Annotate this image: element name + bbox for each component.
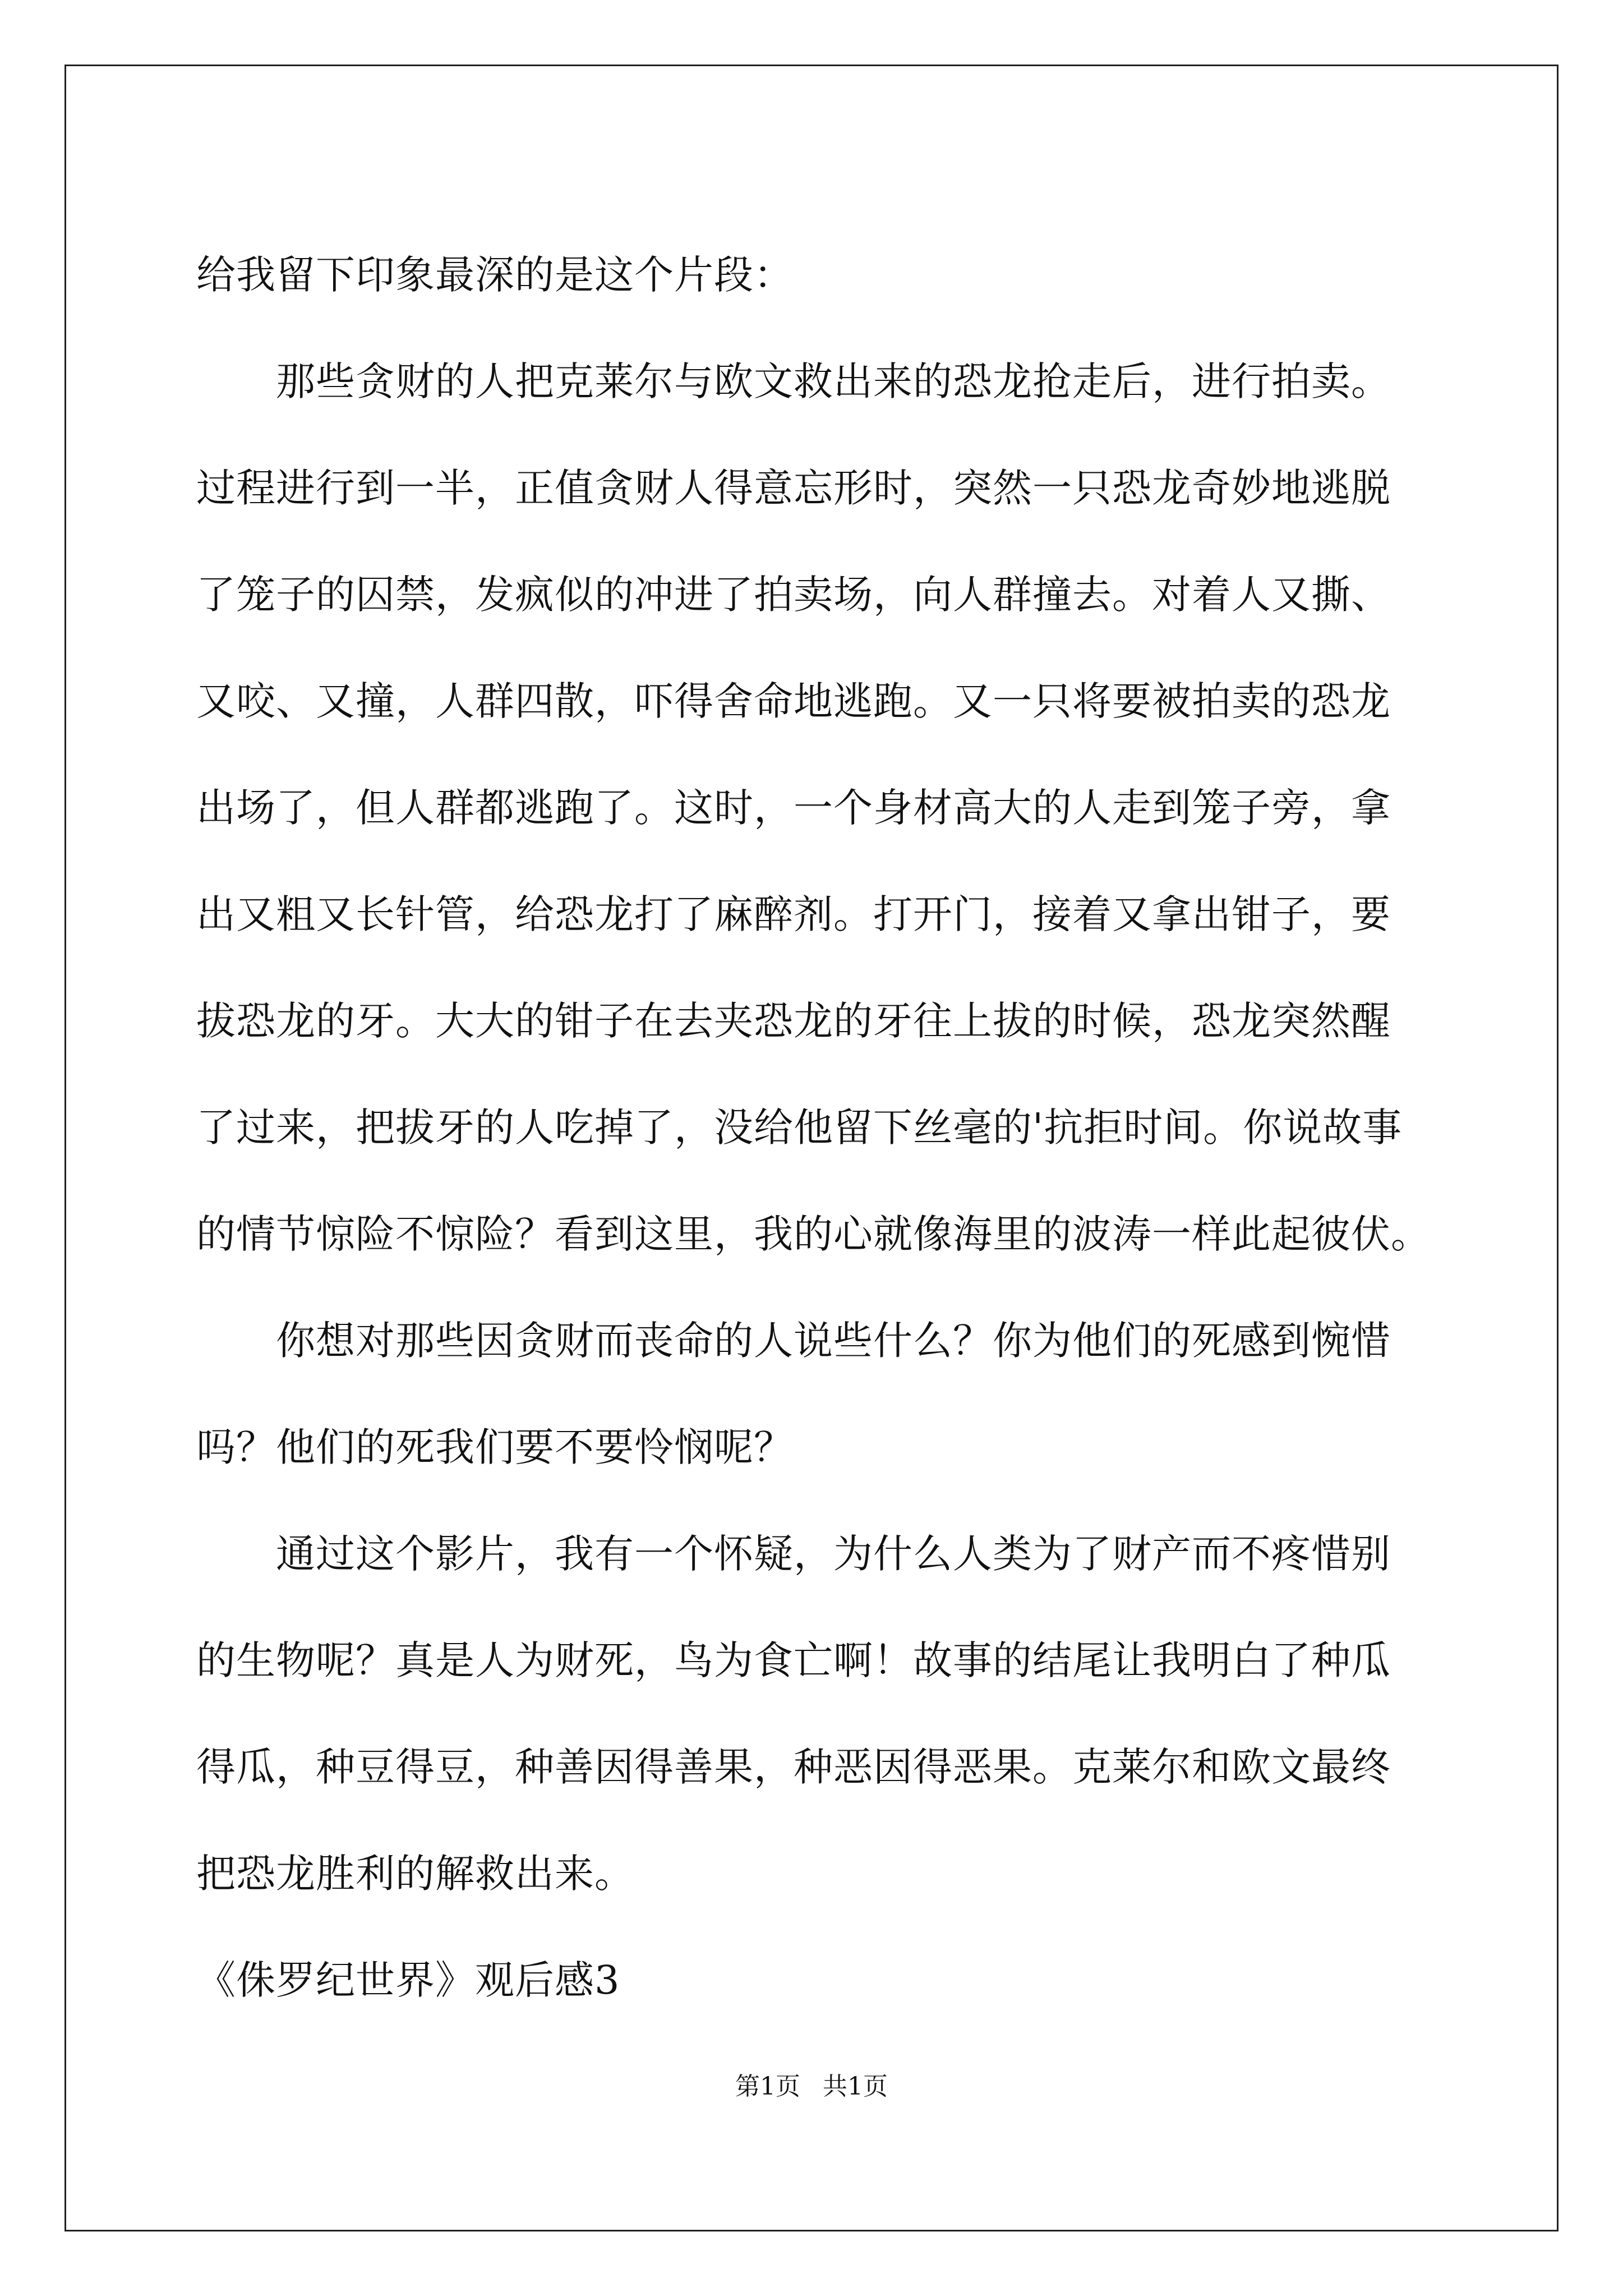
text-line: 你想对那些因贪财而丧命的人说些什么？你为他们的死感到惋惜 [196, 1318, 1391, 1364]
text-line: 过程进行到一半，正值贪财人得意忘形时，突然一只恐龙奇妙地逃脱 [196, 465, 1391, 511]
text-line: 了过来，把拔牙的人吃掉了，没给他留下丝毫的'抗拒时间。你说故事 [196, 1105, 1403, 1151]
document-body [196, 222, 1447, 2033]
page-number-current: 第1页 [735, 2072, 800, 2101]
text-line: 得瓜，种豆得豆，种善因得善果，种恶因得恶果。克莱尔和欧文最终 [196, 1744, 1391, 1790]
text-line: 的情节惊险不惊险？看到这里，我的心就像海里的波涛一样此起彼伏。 [196, 1211, 1431, 1257]
text-line: 把恐龙胜利的解救出来。 [196, 1851, 634, 1897]
text-line: 又咬、又撞，人群四散，吓得舍命地逃跑。又一只将要被拍卖的恐龙 [196, 678, 1391, 724]
text-line: 吗？他们的死我们要不要怜悯呢？ [196, 1424, 794, 1470]
text-line: 那些贪财的人把克莱尔与欧文救出来的恐龙抢走后，进行拍卖。 [196, 358, 1391, 404]
text-line: 出场了，但人群都逃跑了。这时，一个身材高大的人走到笼子旁，拿 [196, 785, 1391, 831]
text-line: 通过这个影片，我有一个怀疑，为什么人类为了财产而不疼惜别 [196, 1531, 1391, 1577]
text-line: 给我留下印象最深的是这个片段： [196, 252, 794, 298]
text-line: 出又粗又长针管，给恐龙打了麻醉剂。打开门，接着又拿出钳子，要 [196, 891, 1391, 937]
text-line: 了笼子的囚禁，发疯似的冲进了拍卖场，向人群撞去。对着人又撕、 [196, 572, 1391, 618]
text-line: 拔恐龙的牙。大大的钳子在去夹恐龙的牙往上拔的时候，恐龙突然醒 [196, 998, 1391, 1044]
page-number-total: 共1页 [823, 2072, 888, 2101]
section-heading: 《侏罗纪世界》观后感3 [196, 1957, 620, 2003]
page-footer [0, 2070, 1623, 2104]
text-line: 的生物呢？真是人为财死，鸟为食亡啊！故事的结尾让我明白了种瓜 [196, 1637, 1391, 1683]
